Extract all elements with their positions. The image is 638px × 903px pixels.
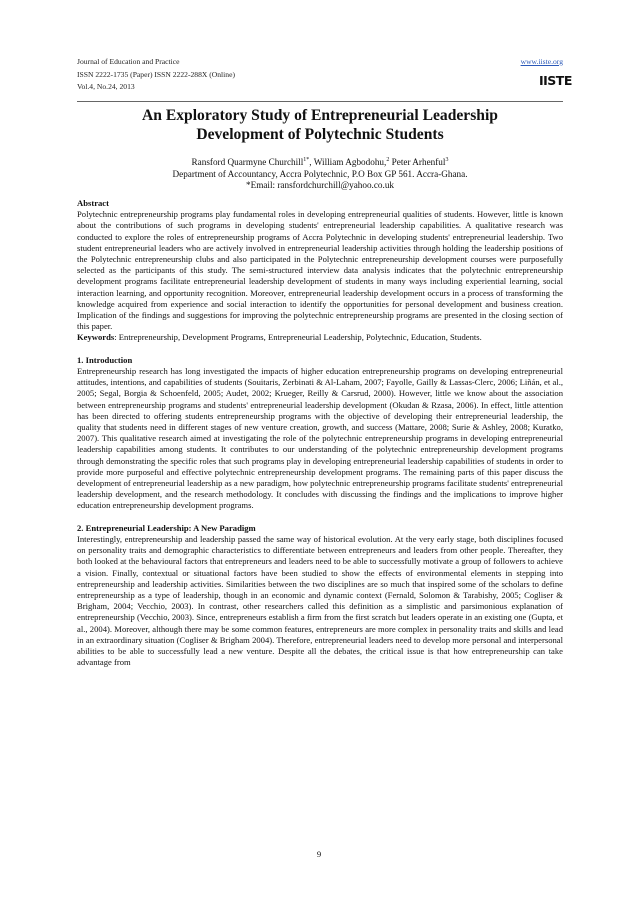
author-2: , William Agbodohu,	[309, 157, 387, 168]
section-2-heading: 2. Entrepreneurial Leadership: A New Paradigm	[77, 522, 256, 533]
author-3: Peter Arhenful	[389, 157, 446, 168]
journal-volume: Vol.4, No.24, 2013	[77, 82, 135, 91]
contact-email: *Email: ransfordchurchill@yahoo.co.uk	[245, 180, 395, 191]
spacer	[77, 512, 563, 523]
affiliation: Department of Accountancy, Accra Polytechnic, P.O Box GP 561. Accra-Ghana.	[172, 168, 468, 179]
page-number: 9	[316, 849, 322, 859]
keywords-line	[77, 332, 563, 343]
author-block	[77, 155, 563, 192]
journal-issn: ISSN 2222-1735 (Paper) ISSN 2222-288X (Online)	[77, 69, 235, 79]
journal-header	[77, 56, 572, 100]
section-2-text: Interestingly, entrepreneurship and leadership passed the same way of historical evolution. At the very early stage, both disciplines focused on personality traits and demographic characteristics to differentiate between entrepreneurs and leaders from other people. Thereafter, they both looked at the behavioural factors that entrepreneurs and leaders need to be able to successfully motivate a group of followers to achieve a vision. Finally, contextual or situational factors have been studied to show the effects of environmental elements in stepping into entrepreneurship and leadership activities. Similarities between the two disciplines are so much that inspired some of the scholars to define entrepreneurship as a type of leadership, though in an economic and dynamic context (Fernald, Solomon & Tarabishy, 2005; Cogliser & Brigham, 2004; Vecchio, 2003). In contrast, other researchers called this definition as a simplistic and parsimonious explanation of entrepreneurship (Vecchio, 2003). Since, entrepreneurs establish a firm from the first scratch but leaders operate in an existing one (Gupta, et al., 2004). Moreover, although there may be some common features, entrepreneurs are more complex in personality traits and skills and lead in an extraordinary situation (Cogliser & Brigham 2004). Therefore, entrepreneurial leaders need to develop more personal and interpersonal abilities to be able to successfully lead a new venture. Despite all the debates, the critical issue is that how entrepreneurship can take advantage from	[77, 534, 563, 668]
iiste-logo: IISTE	[539, 73, 572, 88]
keywords-text: : Entrepreneurship, Development Programs, Entrepreneurial Leadership, Polytechnic, Education, Students.	[114, 332, 482, 343]
abstract-text: Polytechnic entrepreneurship programs play fundamental roles in developing entrepreneurial qualities of students. However, little is known about the contributions of such programs in developing students' entrepreneurial leadership capabilities. A qualitative research was conducted to explore the roles of entrepreneurship programs of Accra Polytechnic in developing students' entrepreneurial leadership. Two student entrepreneurial leaders who are actively involved in entrepreneurial leadership activities through holding the leadership positions of the Polytechnic entrepreneurship clubs and also participated in the Polytechnic entrepreneurship development courses were purposefully selected as the participants of this study. The semi-structured interview data analysis indicates that the polytechnic entrepreneurship development programs facilitate entrepreneurial leadership development of students in many ways including experiential learning, social interaction learning, and opportunity recognition. Moreover, entrepreneurial leadership development occurs in a process of transforming the knowledge acquired from experience and social interaction to identify the opportunities for personal development and business creation. Implication of the findings and suggestions for improving the polytechnic entrepreneurship programs are presented in the closing section of this paper.	[77, 209, 563, 332]
section-1-text: Entrepreneurship research has long investigated the impacts of higher education entrepreneurship programs on developing entrepreneurial attitudes, intentions, and capabilities of students (Souitaris, Zerbinati & Al-Laham, 2007; Fayolle, Gailly & Lassas-Clerc, 2006; Liñán, et al., 2005; Segal, Borgia & Schoenfeld, 2005; Audet, 2002; Krueger, Reilly & Carsrud, 2000). However, little we know about the association between entrepreneurship programs and students' entrepreneurial leadership development (Okudan & Rzasa, 2006). In effect, little attention has been directed to offering students entrepreneurship programs with the objective of developing their entrepreneurial leadership, the quality that students need in different stages of new venture creation, growth, and success (Mattare, 2008; Surie & Ashley, 2008; Kuratko, 2007). This qualitative research aimed at investigating the role of the polytechnic entrepreneurship programs in developing entrepreneurial leadership capabilities among students. It contributes to our understanding of the polytechnic entrepreneurship development programs through demonstrating the specific roles that such programs play in developing entrepreneurial leadership capabilities of students in order to provide more purposeful and effective polytechnic entrepreneurship development programs. The remaining parts of this paper discuss the development of entrepreneurial leadership as a new paradigm, how polytechnic entrepreneurship programs facilitate students' entrepreneurial leadership development, and the research methodology. It concludes with discussing the findings and the implications to improve higher education entrepreneurship development programs.	[77, 366, 563, 511]
author-1: Ransford Quarmyne Churchill	[191, 157, 304, 168]
title-line-2: Development of Polytechnic Students	[196, 125, 444, 143]
author-list	[77, 155, 563, 169]
title-line-1: An Exploratory Study of Entrepreneurial Leadership	[142, 107, 498, 124]
author-2-marker: 2	[386, 157, 390, 163]
paper-body	[77, 198, 563, 669]
paper-title	[77, 107, 563, 144]
header-divider	[77, 101, 563, 102]
abstract-heading: Abstract	[77, 198, 109, 208]
journal-name: Journal of Education and Practice	[77, 57, 180, 66]
author-3-marker: 3	[445, 157, 449, 163]
section-1-heading: 1. Introduction	[77, 354, 133, 365]
author-1-marker: 1*	[303, 157, 310, 163]
journal-url-link[interactable]: www.iiste.org	[520, 57, 563, 66]
keywords-label: Keywords	[77, 332, 115, 343]
spacer	[77, 344, 563, 355]
